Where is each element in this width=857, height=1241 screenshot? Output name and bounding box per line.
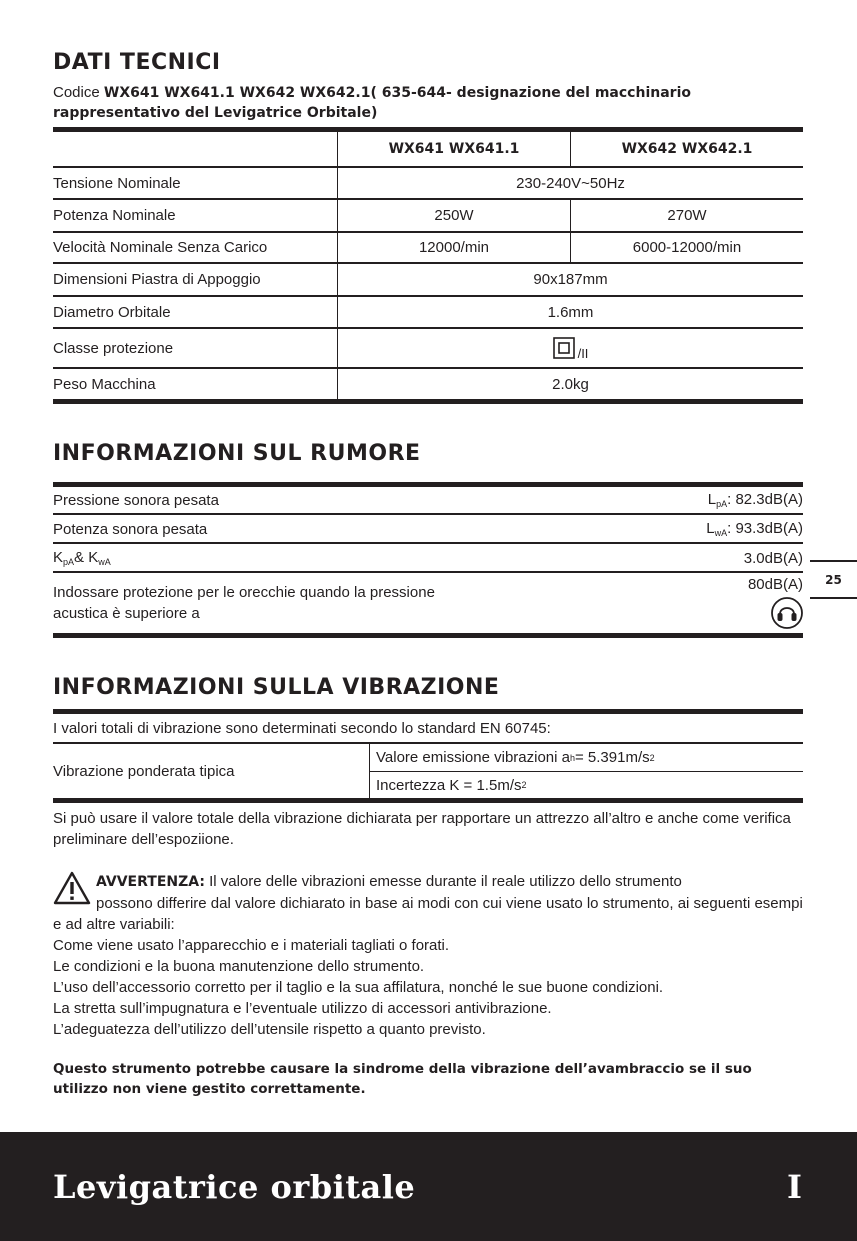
footer-title: Levigatrice orbitale — [53, 1168, 416, 1206]
table-row — [53, 233, 803, 262]
column-header-b: WX642 WX642.1 — [621, 141, 753, 157]
vibration-intro: I valori totali di vibrazione sono determinati secondo lo standard EN 60745: — [53, 719, 551, 737]
row-label: Pressione sonora pesata — [53, 492, 219, 509]
warning-icon — [53, 871, 91, 905]
intro-prefix: Codice — [53, 84, 100, 101]
warning-title: AVVERTENZA: — [96, 874, 205, 890]
list-item: L’adeguatezza dell’utilizzo dell’utensile rispetto a quanto previsto. — [53, 1021, 486, 1038]
row-label: Indossare protezione per le orecchie quando la pressione acustica è superiore a — [53, 584, 435, 622]
typical-vibration-label: Vibrazione ponderata tipica — [53, 762, 235, 780]
row-label: Potenza Nominale — [53, 207, 176, 224]
vibration-values-row — [53, 744, 803, 798]
list-item: Le condizioni e la buona manutenzione dello strumento. — [53, 958, 425, 975]
row-value: $L_{wA}$: 93.3dB(A) — [706, 520, 803, 538]
protection-class-value: /II — [577, 346, 589, 361]
hav-warning-note: Questo strumento potrebbe causare la sindrome della vibrazione dell’avambraccio se il suo utilizzo non viene gestito correttamente. — [53, 1061, 752, 1097]
warning-text-1: Il valore delle vibrazioni emesse durante il reale utilizzo dello strumento — [204, 873, 682, 890]
intro-models: WX641 WX641.1 WX642 WX642.1( 635-644- designazione del macchinario rappresentativo del Levigatrice Orbitale) — [53, 85, 691, 121]
table-row — [53, 369, 803, 399]
vibration-note: Si può usare il valore totale della vibrazione dichiarata per rapportare un attrezzo all’altro e anche come verifica preliminare dell’espoziione. — [53, 810, 791, 848]
model-code-intro — [53, 83, 803, 123]
row-label: Potenza sonora pesata — [53, 521, 208, 538]
row-label: Peso Macchina — [53, 375, 156, 393]
row-value-b: 270W — [667, 207, 707, 224]
footer-bar — [0, 1132, 857, 1241]
table-row — [53, 329, 803, 367]
list-item: Come viene usato l’apparecchio e i materiali tagliati o forati. — [53, 937, 450, 954]
row-label: $K_{pA}\&$ $K_{wA}$ — [53, 549, 111, 567]
row-label: Dimensioni Piastra di Appoggio — [53, 271, 261, 288]
row-label: Classe protezione — [53, 339, 174, 357]
double-insulation-icon — [553, 337, 575, 359]
table-bottom-rule — [53, 633, 803, 638]
emission-value: Valore emissione vibrazioni a h = 5.391m/s 2 — [376, 749, 655, 766]
footer-language: I — [787, 1168, 802, 1206]
table-bottom-rule — [53, 399, 803, 404]
row-value: 1.6mm — [547, 303, 594, 321]
list-item: L’uso dell’accessorio corretto per il taglio e la sua affilatura, nonché le sue buone condizioni. — [53, 979, 664, 996]
noise-row-pressure — [53, 485, 803, 514]
vibration-intro-row — [53, 714, 803, 742]
table-row — [53, 297, 803, 327]
noise-row-power — [53, 514, 803, 543]
table-row — [53, 200, 803, 231]
row-value: 90x187mm — [533, 271, 608, 288]
table-header-row — [53, 132, 803, 166]
row-value: 2.0kg — [552, 375, 589, 393]
ear-protection-icon — [771, 597, 803, 629]
section-heading-tech: DATI TECNICI — [53, 50, 221, 75]
section-heading-vibration: INFORMAZIONI SULLA VIBRAZIONE — [53, 675, 500, 700]
row-value-a: 250W — [434, 207, 474, 224]
row-label: Velocità Nominale Senza Carico — [53, 239, 268, 256]
row-value — [338, 329, 803, 367]
column-header-a: WX641 WX641.1 — [388, 141, 520, 157]
warning-text-2: possono differire dal valore dichiarato in base ai modi con cui viene usato lo strumento, ai seguenti esempi e ad altre variabili: — [53, 895, 803, 933]
noise-row-ear-protection — [53, 573, 803, 633]
warning-list — [53, 935, 805, 1040]
row-value: 3.0dB(A) — [743, 550, 803, 567]
row-value-b: 6000-12000/min — [632, 239, 742, 256]
warning-block — [53, 871, 805, 1040]
section-heading-noise: INFORMAZIONI SUL RUMORE — [53, 441, 421, 466]
noise-row-uncertainty — [53, 543, 803, 572]
row-label: Diametro Orbitale — [53, 303, 171, 321]
uncertainty-value: Incertezza K = 1.5m/s 2 — [376, 776, 527, 794]
page-number: 25 — [810, 560, 857, 599]
row-value: $L_{pA}$: 82.3dB(A) — [707, 491, 803, 509]
list-item: La stretta sull’impugnatura e l’eventuale utilizzo di accessori antivibrazione. — [53, 1000, 552, 1017]
row-value-a: 12000/min — [418, 239, 490, 256]
table-row — [53, 264, 803, 295]
row-label: Tensione Nominale — [53, 174, 181, 192]
table-row — [53, 168, 803, 198]
row-value: 230-240V~50Hz — [516, 174, 625, 192]
table-bottom-rule — [53, 798, 803, 803]
row-value: 80dB(A) — [747, 576, 803, 593]
